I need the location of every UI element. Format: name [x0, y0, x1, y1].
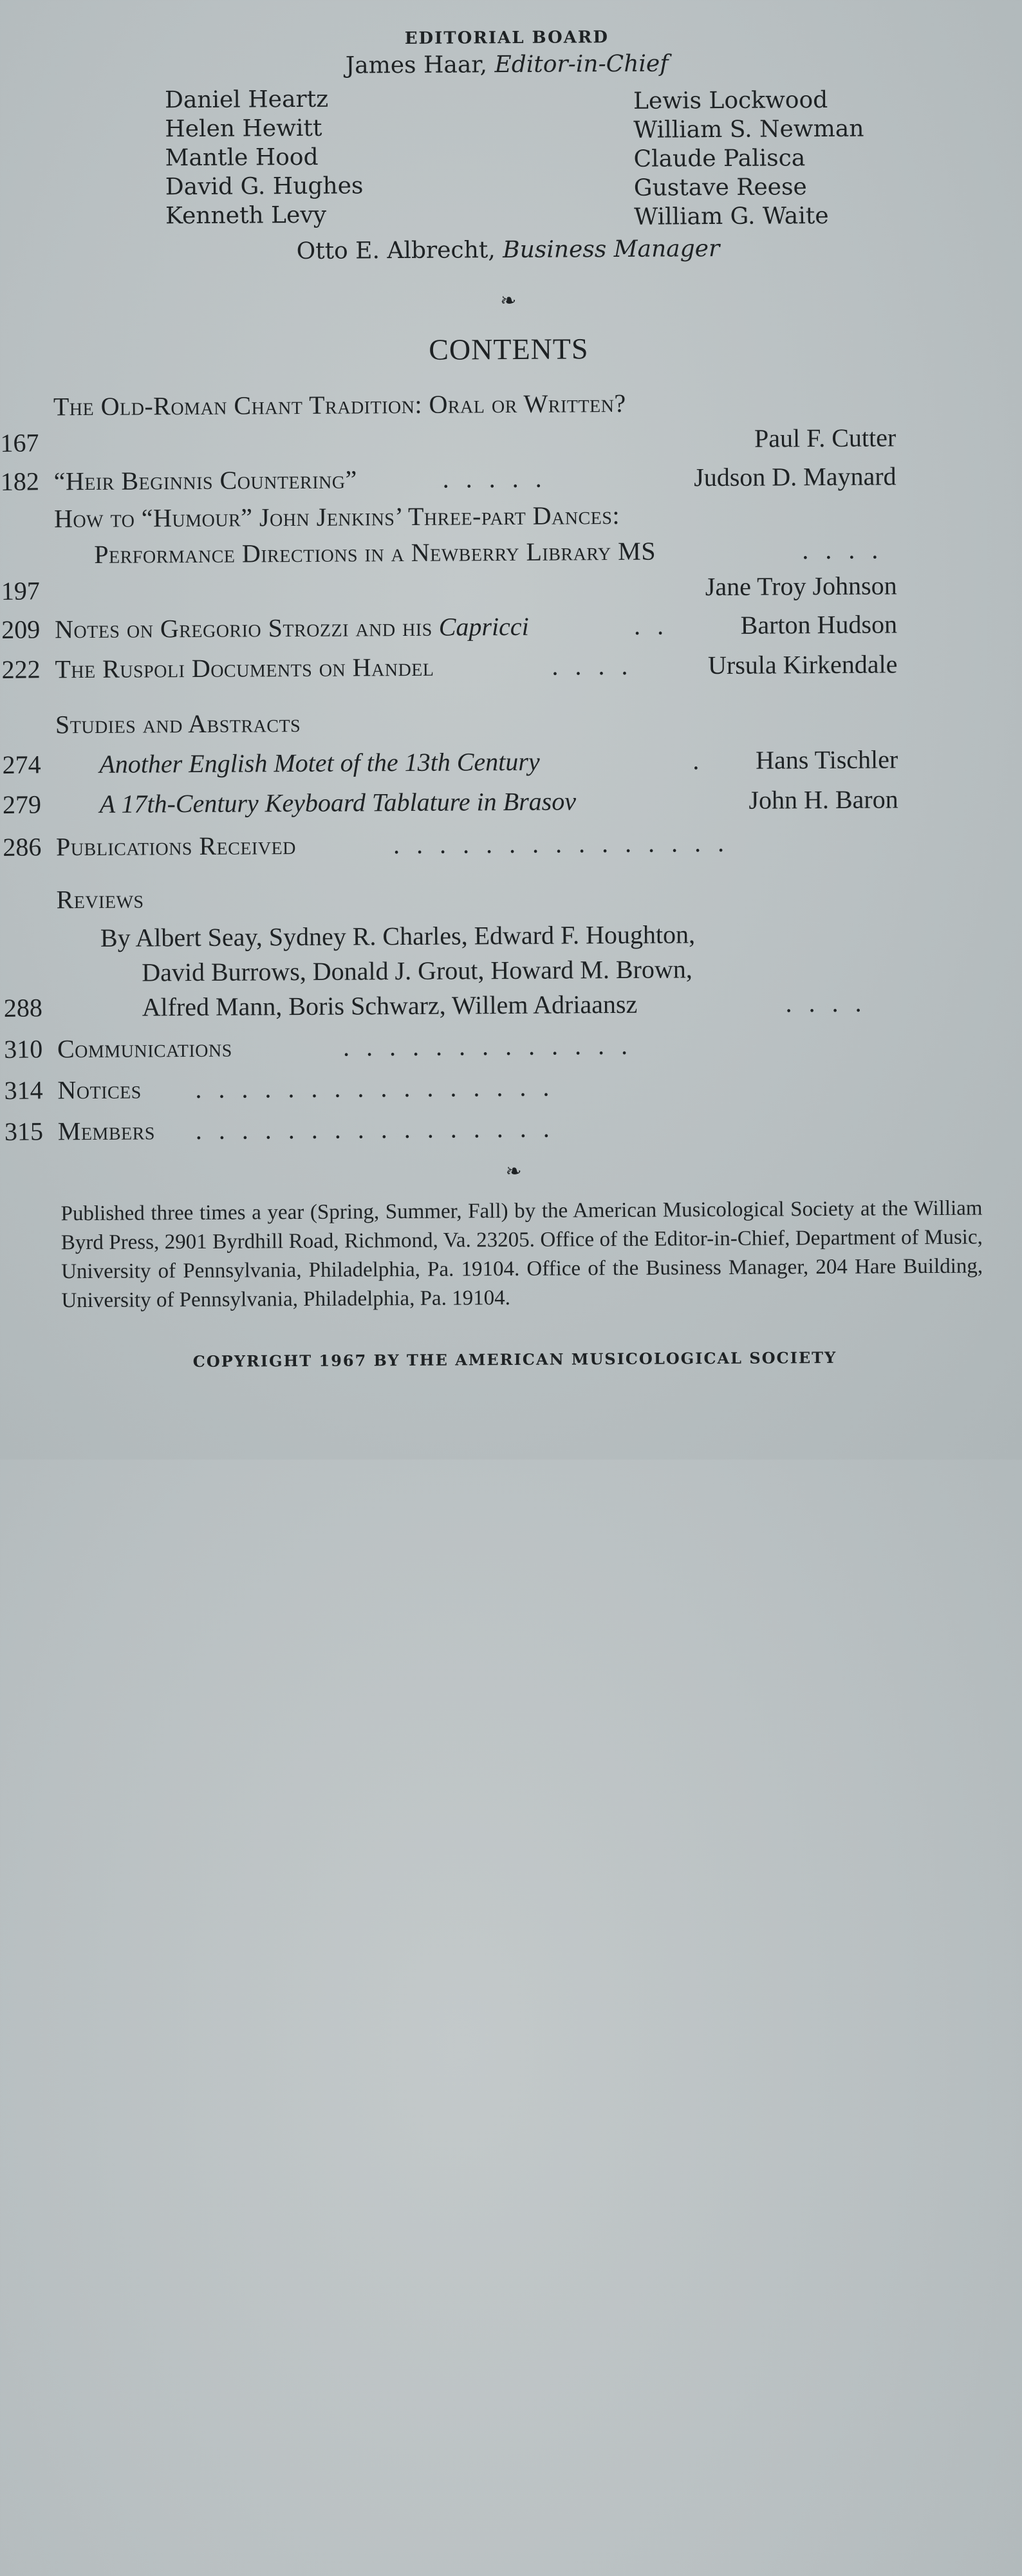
board-member: Mantle Hood — [165, 144, 319, 172]
toc-leader-dots: . . . . — [785, 988, 867, 1018]
toc-page-number: 197 — [1, 576, 41, 606]
copyright-notice: COPYRIGHT 1967 BY THE AMERICAN MUSICOLOGICAL SOCIETY — [192, 1348, 837, 1371]
toc-title: Performance Directions in a Newberry Library MS — [94, 536, 656, 569]
toc-page-number: 167 — [0, 428, 39, 458]
editor-name: James Haar, — [345, 51, 488, 79]
toc-leader-dots: . . . . — [802, 535, 884, 565]
toc-entry-title — [0, 497, 1021, 540]
toc-title: Publications Received — [55, 831, 296, 862]
reviews-authors-line: Alfred Mann, Boris Schwarz, Willem Adriaansz — [142, 989, 638, 1022]
reviews-authors-line: By Albert Seay, Sydney R. Charles, Edward F. Houghton, — [100, 920, 696, 952]
toc-entry — [2, 1069, 1022, 1111]
manager-name: Otto E. Albrecht, — [296, 237, 496, 265]
contents-title: CONTENTS — [429, 332, 589, 366]
toc-leader-dots: . — [692, 746, 705, 775]
toc-entry — [1, 826, 1022, 868]
toc-title: The Ruspoli Documents on Handel — [55, 652, 434, 684]
business-manager-line — [0, 234, 1019, 266]
board-member: Helen Hewitt — [165, 115, 322, 143]
toc-entry — [0, 422, 1020, 464]
reviews-authors-line: David Burrows, Donald J. Grout, Howard M. Brown, — [142, 954, 692, 987]
board-members-left — [165, 84, 364, 230]
toc-page-number: 288 — [3, 993, 43, 1023]
toc-entry — [2, 1028, 1022, 1070]
publication-notice: Published three times a year (Spring, Summer, Fall) by the American Musicological Society at the William Byrd Press, 2901 Byrdhill Road, Richmond, Va. 23205. Office of the Editor-in-Chief, Department of Music, University of Pennsylvania, Philadelphia, Pa. 19104. Office of the Business Manager, 204 Hare Building, University of Pennsylvania, Philadelphia, Pa. 19104. — [60, 1196, 983, 1313]
toc-leader-dots: . . . . . . . . . . . . . . . . — [195, 1113, 555, 1145]
toc-author: Jane Troy Johnson — [705, 571, 897, 602]
toc-author: John H. Baron — [748, 784, 898, 815]
toc-leader-dots: . . . . — [552, 651, 633, 681]
toc-author: Barton Hudson — [740, 609, 898, 640]
toc-page-number: 274 — [2, 750, 41, 780]
toc-entry — [1, 987, 1022, 1029]
toc-leader-dots: . . . . . . . . . . . . . — [342, 1030, 633, 1062]
toc-page-number: 222 — [1, 654, 41, 685]
toc-page-number: 310 — [3, 1034, 43, 1064]
toc-section-heading — [0, 703, 1022, 746]
toc-title: How to “Humour” John Jenkins’ Three-part Dances: — [53, 500, 620, 533]
editor-title: Editor-in-Chief — [494, 50, 669, 79]
toc-title — [55, 611, 529, 644]
toc-page-number: 315 — [4, 1117, 44, 1146]
toc-entry-title — [0, 385, 1020, 428]
toc-entry — [0, 570, 1021, 612]
toc-entry-title-continued — [0, 533, 1021, 576]
editorial-board-heading: EDITORIAL BOARD — [404, 28, 609, 48]
toc-page-number: 286 — [3, 832, 42, 862]
toc-author: Hans Tischler — [756, 745, 898, 775]
toc-title: Another English Motet of the 13th Century — [99, 746, 540, 779]
toc-leader-dots: . . . . . . . . . . . . . . . — [393, 828, 730, 860]
board-member: Lewis Lockwood — [633, 86, 828, 115]
toc-author: Paul F. Cutter — [754, 423, 897, 453]
board-member: Claude Palisca — [633, 145, 806, 172]
toc-author: Ursula Kirkendale — [707, 649, 898, 680]
board-member: Gustave Reese — [633, 174, 807, 201]
toc-author: Judson D. Maynard — [694, 461, 897, 492]
toc-page-number: 279 — [2, 790, 42, 820]
board-member: William G. Waite — [634, 202, 829, 230]
toc-entry — [1, 783, 1022, 826]
toc-title: Notices — [57, 1075, 142, 1105]
toc-title: Members — [57, 1116, 156, 1146]
board-member: Daniel Heartz — [164, 86, 329, 114]
board-member: William S. Newman — [633, 115, 864, 144]
board-members-right — [633, 86, 865, 232]
section-reviews-heading: Reviews — [56, 884, 144, 914]
toc-title: A 17th-Century Keyboard Tablature in Brasov — [99, 786, 577, 819]
toc-title-prefix: Notes on Gregorio Strozzi and his — [54, 612, 432, 644]
toc-title: Communications — [57, 1033, 232, 1064]
toc-title: “Heir Beginnis Countering” — [53, 465, 357, 496]
fleuron-ornament-icon: ❧ — [500, 289, 517, 313]
toc-page-number: 209 — [1, 615, 41, 645]
toc-entry — [0, 460, 1021, 503]
toc-leader-dots: . . . . . — [442, 463, 547, 494]
toc-leader-dots: . . . . . . . . . . . . . . . . — [195, 1072, 555, 1104]
board-member: Kenneth Levy — [165, 201, 327, 230]
editor-in-chief-line — [0, 48, 1018, 81]
toc-section-heading — [1, 878, 1022, 921]
toc-entry — [0, 648, 1022, 690]
fleuron-ornament-icon: ❧ — [505, 1160, 522, 1183]
toc-title-italic: Capricci — [438, 611, 529, 642]
toc-page-number: 182 — [0, 467, 40, 497]
toc-leader-dots: . . — [633, 611, 669, 640]
section-studies-heading: Studies and Abstracts — [55, 708, 301, 739]
toc-entry — [3, 1110, 1022, 1153]
toc-page-number: 314 — [4, 1075, 43, 1105]
toc-entry — [0, 743, 1022, 786]
toc-entry — [0, 608, 1021, 651]
toc-title: The Old-Roman Chant Tradition: Oral or Written? — [53, 388, 626, 422]
board-member: David G. Hughes — [165, 172, 364, 201]
manager-title: Business Manager — [503, 236, 720, 264]
